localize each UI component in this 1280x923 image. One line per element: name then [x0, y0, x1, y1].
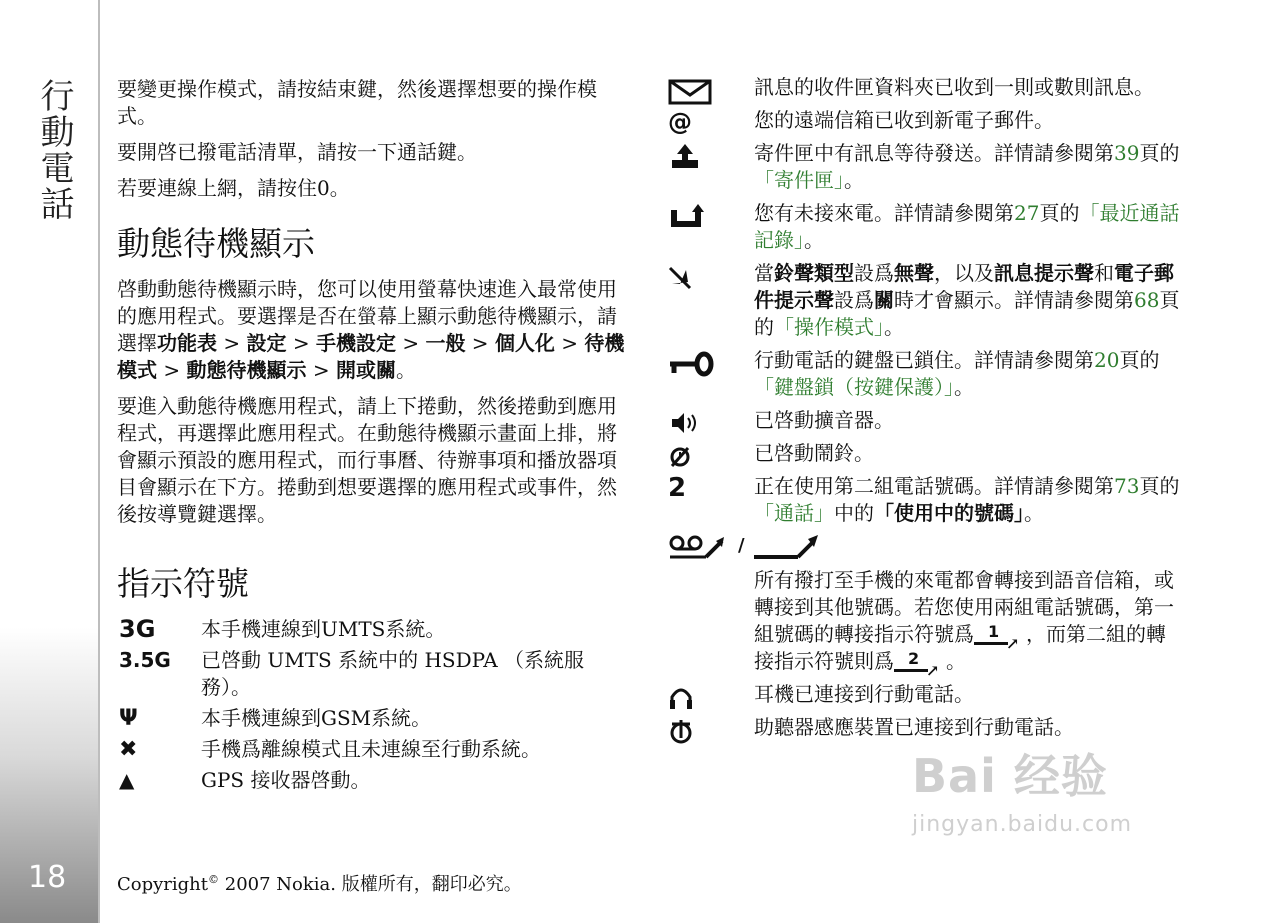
missed-call-icon	[668, 202, 714, 232]
indicator-row: ✖ 手機爲離線模式且未連線至行動系統。	[119, 737, 541, 762]
voicemail-divert-icon	[668, 533, 730, 563]
silent-icon	[668, 262, 714, 292]
envelope-icon	[668, 76, 714, 106]
headset-icon	[668, 683, 714, 713]
active-standby-paragraph-2: 要進入動態待機應用程式，請上下捲動，然後捲動到應用程式，再選擇此應用程式。在動態待機顯示畫面上排，將會顯示預設的應用程式，而行事曆、待辦事項和播放器項目會顯示在下方。捲動到想要選擇的應用程式或事件，然後按導覽鍵選擇。	[117, 394, 617, 526]
intro-paragraph: 要變更操作模式，請按結束鍵，然後選擇想要的操作模式。	[117, 77, 597, 128]
gsm-antenna-icon: Ψ	[119, 706, 138, 731]
key-icon	[668, 349, 714, 379]
indicator-row: 耳機已連接到行動電話。	[668, 681, 1180, 708]
divert-description: 所有撥打至手機的來電都會轉接到語音信箱，或轉接到其他號碼。若您使用兩組電話號碼，第一組號碼的轉接指示符號爲 1 ↗ ，而第二組的轉接指示符號則爲 2 ↗ 。	[754, 568, 1174, 680]
indicator-row: 3G 本手機連線到UMTS系統。	[119, 615, 446, 643]
indicator-row: 2 正在使用第二組電話號碼。詳情請參閱第73頁的「通話」中的「使用中的號碼」。	[668, 473, 1180, 525]
active-standby-paragraph: 啓動動態待機顯示時，您可以使用螢幕快速進入最常使用的應用程式。要選擇是否在螢幕上顯示動態待機顯示，請選擇功能表 > 設定 > 手機設定 > 一般 > 個人化 > 待機模式 > 動態待機顯示 > 開或關。	[117, 277, 625, 382]
indicator-row: 已啓動擴音器。	[668, 407, 1180, 434]
call-divert-icon	[752, 533, 822, 563]
alarm-icon	[668, 442, 714, 472]
divert-1-icon: 1 ↗	[974, 624, 1026, 648]
outbox-icon	[668, 142, 714, 172]
3g-icon: 3G	[119, 615, 156, 643]
indicator-row: Ψ 本手機連線到GSM系統。	[119, 706, 432, 731]
loopset-icon	[668, 716, 714, 746]
separator-text: /	[738, 535, 745, 556]
offline-x-icon: ✖	[119, 737, 138, 762]
indicator-row: 您有未接來電。詳情請參閱第27頁的「最近通話記錄」。	[668, 200, 1180, 254]
indicator-row: 訊息的收件匣資料夾已收到一則或數則訊息。	[668, 74, 1180, 101]
indicator-row: 當鈴聲類型設爲無聲，以及訊息提示聲和電子郵件提示聲設爲關時才會顯示。詳情請參閱第68頁的「操作模式」。	[668, 260, 1180, 341]
divert-2-icon: 2 ↗	[894, 651, 946, 675]
indicator-row: @ 您的遠端信箱已收到新電子郵件。	[668, 107, 1180, 134]
left-column	[117, 76, 627, 798]
indicator-row: 3.5G 已啓動 UMTS 系統中的 HSDPA （系統服務）。	[119, 648, 585, 699]
intro-paragraph: 若要連線上網，請按住0。	[117, 176, 350, 200]
3-5g-icon: 3.5G	[119, 648, 171, 672]
at-icon: @	[668, 108, 692, 136]
divert-icons-line	[668, 533, 1180, 563]
indicator-row: 寄件匣中有訊息等待發送。詳情請參閱第39頁的「寄件匣」。	[668, 140, 1180, 194]
copyright-footer: Copyright© 2007 Nokia. 版權所有，翻印必究。	[117, 873, 522, 895]
line-2-icon: 2	[668, 473, 687, 503]
baidu-watermark: Bai 经验 jingyan.baidu.com	[912, 749, 1133, 837]
speaker-icon	[668, 409, 714, 439]
chapter-title: 行動電話	[34, 78, 74, 222]
indicator-row: 行動電話的鍵盤已鎖住。詳情請參閱第20頁的「鍵盤鎖（按鍵保護）」。	[668, 347, 1180, 401]
section-heading-active-standby: 動態待機顯示	[117, 224, 315, 263]
section-heading-indicators: 指示符號	[117, 564, 249, 603]
indicator-row: 助聽器感應裝置已連接到行動電話。	[668, 714, 1180, 741]
sidebar	[0, 0, 100, 923]
page-number: 18	[28, 860, 67, 895]
right-column	[668, 74, 1180, 747]
gps-icon: ▲	[119, 768, 135, 792]
indicator-row: 已啓動鬧鈴。	[668, 440, 1180, 467]
indicator-row: ▲ GPS 接收器啓動。	[119, 768, 371, 792]
intro-paragraph: 要開啓已撥電話清單，請按一下通話鍵。	[117, 140, 477, 164]
